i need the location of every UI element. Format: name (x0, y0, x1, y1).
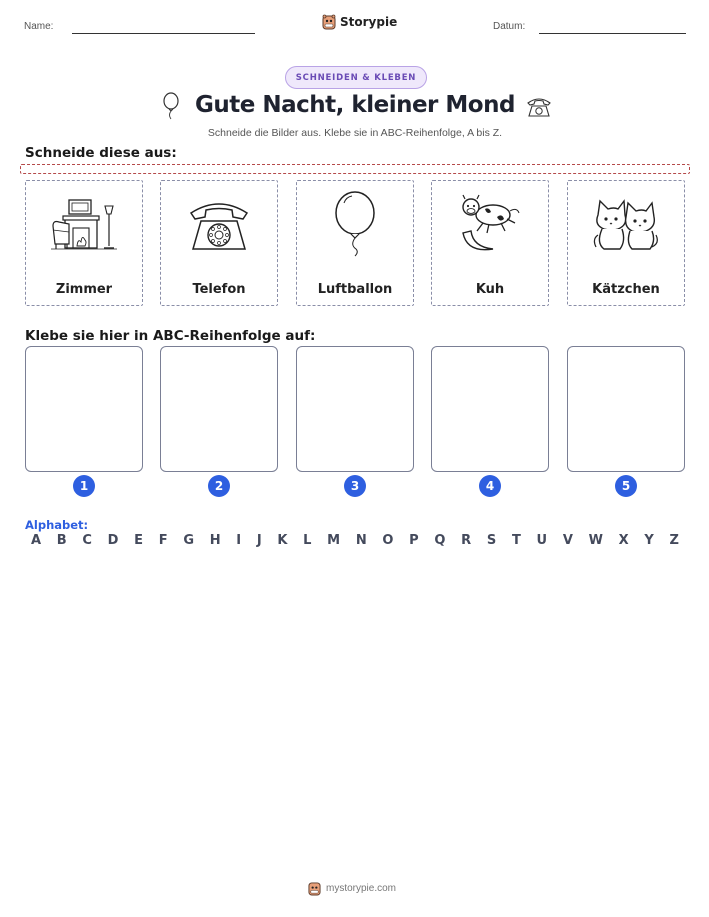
balloon-icon (297, 189, 413, 259)
paste-slot-2[interactable] (160, 346, 278, 472)
paste-heading: Klebe sie hier in ABC-Reihenfolge auf: (25, 328, 316, 344)
slot-number-4: 4 (479, 475, 501, 497)
letter: M (327, 533, 341, 548)
letter: D (107, 533, 119, 548)
card-label: Telefon (192, 282, 246, 297)
letter: R (461, 533, 472, 548)
cut-heading: Schneide diese aus: (25, 145, 177, 161)
letter: L (303, 533, 312, 548)
date-line[interactable] (539, 33, 686, 34)
cut-card-luftballon[interactable] (296, 180, 414, 306)
letter: G (183, 533, 194, 548)
activity-badge: SCHNEIDEN & KLEBEN (285, 66, 427, 89)
letter: E (134, 533, 144, 548)
letter: O (382, 533, 394, 548)
name-line[interactable] (72, 33, 255, 34)
letter: W (588, 533, 603, 548)
phone-title-icon (525, 94, 553, 122)
cow-icon (432, 189, 548, 259)
storypie-logo-icon (322, 14, 336, 30)
letter: N (355, 533, 367, 548)
letter: A (31, 533, 42, 548)
letter: Q (434, 533, 446, 548)
date-label: Datum: (493, 21, 526, 32)
kittens-icon (568, 189, 684, 259)
instructions: Schneide die Bilder aus. Klebe sie in ABC-Reihenfolge, A bis Z. (207, 127, 503, 139)
letter: I (236, 533, 242, 548)
letter: T (511, 533, 521, 548)
cut-card-kuh[interactable] (431, 180, 549, 306)
telephone-icon (161, 189, 277, 259)
slot-number-5: 5 (615, 475, 637, 497)
letter: Y (644, 533, 654, 548)
storypie-footer-icon (308, 881, 321, 896)
alphabet-row (31, 533, 679, 548)
letter: X (618, 533, 629, 548)
letter: J (256, 533, 262, 548)
brand-name: Storypie (340, 15, 398, 29)
card-label: Zimmer (55, 282, 113, 297)
paste-slot-1[interactable] (25, 346, 143, 472)
paste-slot-4[interactable] (431, 346, 549, 472)
footer (308, 881, 396, 896)
balloon-title-icon (158, 92, 184, 124)
card-label: Kuh (475, 282, 505, 297)
cut-card-zimmer[interactable] (25, 180, 143, 306)
slot-number-3: 3 (344, 475, 366, 497)
letter: F (158, 533, 168, 548)
letter: K (277, 533, 288, 548)
footer-url[interactable]: mystorypie.com (326, 883, 397, 894)
paste-slot-5[interactable] (567, 346, 685, 472)
alphabet-label: Alphabet: (25, 518, 89, 532)
paste-slot-3[interactable] (296, 346, 414, 472)
letter: V (562, 533, 573, 548)
cut-card-kaetzchen[interactable] (567, 180, 685, 306)
letter: S (486, 533, 497, 548)
letter: Z (669, 533, 679, 548)
storypie-logo (322, 14, 397, 30)
letter: U (536, 533, 548, 548)
letter: H (209, 533, 221, 548)
slot-number-2: 2 (208, 475, 230, 497)
letter: P (409, 533, 419, 548)
card-label: Kätzchen (592, 282, 660, 297)
letter: B (56, 533, 67, 548)
cut-card-telefon[interactable] (160, 180, 278, 306)
card-label: Luftballon (317, 282, 393, 297)
room-icon (26, 189, 142, 259)
letter: C (82, 533, 92, 548)
name-label: Name: (24, 21, 54, 32)
cut-line[interactable] (20, 164, 690, 174)
page-title: Gute Nacht, kleiner Mond (195, 92, 515, 118)
slot-number-1: 1 (73, 475, 95, 497)
